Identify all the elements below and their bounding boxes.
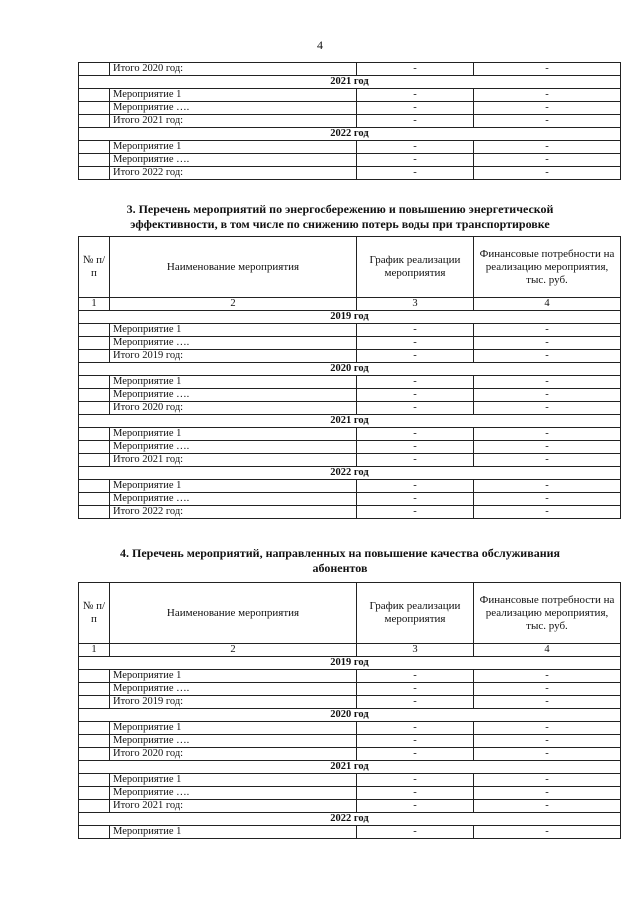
schedule-cell: - [357, 696, 474, 709]
event-name-cell: Мероприятие …. [110, 441, 357, 454]
year-label: 2022 год [79, 128, 621, 141]
section-4-heading-line2: абонентов [312, 561, 368, 575]
header-num: № п/п [79, 583, 110, 644]
section-3-heading-line2: эффективности, в том числе по снижению потерь воды при транспортировке [130, 217, 550, 231]
row-num-cell [79, 428, 110, 441]
year-label: 2020 год [79, 363, 621, 376]
finance-cell: - [474, 826, 621, 839]
index-cell: 3 [357, 298, 474, 311]
finance-cell: - [474, 441, 621, 454]
year-label: 2021 год [79, 76, 621, 89]
finance-cell: - [474, 115, 621, 128]
row-num-cell [79, 787, 110, 800]
year-label: 2022 год [79, 813, 621, 826]
total-row [79, 800, 621, 813]
index-cell: 2 [110, 644, 357, 657]
finance-cell: - [474, 480, 621, 493]
table-row [79, 670, 621, 683]
year-row [79, 311, 621, 324]
row-num-cell [79, 774, 110, 787]
table-row [79, 337, 621, 350]
total-row [79, 506, 621, 519]
event-name-cell: Мероприятие 1 [110, 141, 357, 154]
section-4-heading-line1: 4. Перечень мероприятий, направленных на повышение качества обслуживания [119, 546, 561, 560]
row-num-cell [79, 337, 110, 350]
row-num-cell [79, 493, 110, 506]
header-name: Наименование мероприятия [110, 583, 357, 644]
schedule-cell: - [357, 402, 474, 415]
schedule-cell: - [357, 89, 474, 102]
finance-cell: - [474, 350, 621, 363]
finance-cell: - [474, 428, 621, 441]
schedule-cell: - [357, 454, 474, 467]
finance-cell: - [474, 324, 621, 337]
event-name-cell: Мероприятие …. [110, 337, 357, 350]
year-row [79, 813, 621, 826]
year-row [79, 76, 621, 89]
row-num-cell [79, 376, 110, 389]
row-num-cell [79, 115, 110, 128]
header-schedule: График реализации мероприятия [357, 583, 474, 644]
finance-cell: - [474, 63, 621, 76]
event-name-cell: Мероприятие 1 [110, 774, 357, 787]
event-name-cell: Итого 2021 год: [110, 115, 357, 128]
finance-cell: - [474, 748, 621, 761]
section-4-table [78, 582, 621, 839]
schedule-cell: - [357, 506, 474, 519]
schedule-cell: - [357, 324, 474, 337]
table-row [79, 428, 621, 441]
row-num-cell [79, 800, 110, 813]
finance-cell: - [474, 89, 621, 102]
row-num-cell [79, 63, 110, 76]
event-name-cell: Мероприятие …. [110, 102, 357, 115]
event-name-cell: Мероприятие 1 [110, 428, 357, 441]
index-cell: 2 [110, 298, 357, 311]
row-num-cell [79, 141, 110, 154]
schedule-cell: - [357, 115, 474, 128]
schedule-cell: - [357, 493, 474, 506]
event-name-cell: Итого 2020 год: [110, 748, 357, 761]
event-name-cell: Мероприятие 1 [110, 324, 357, 337]
finance-cell: - [474, 787, 621, 800]
year-row [79, 363, 621, 376]
year-label: 2019 год [79, 657, 621, 670]
event-name-cell: Мероприятие 1 [110, 826, 357, 839]
header-num: № п/п [79, 237, 110, 298]
row-num-cell [79, 324, 110, 337]
event-name-cell: Итого 2019 год: [110, 350, 357, 363]
schedule-cell: - [357, 441, 474, 454]
schedule-cell: - [357, 350, 474, 363]
finance-cell: - [474, 493, 621, 506]
schedule-cell: - [357, 722, 474, 735]
year-row [79, 467, 621, 480]
finance-cell: - [474, 402, 621, 415]
index-cell: 4 [474, 298, 621, 311]
table-row [79, 154, 621, 167]
section-4-index-row [79, 644, 621, 657]
row-num-cell [79, 722, 110, 735]
event-name-cell: Итого 2020 год: [110, 63, 357, 76]
finance-cell: - [474, 670, 621, 683]
table-row [79, 102, 621, 115]
schedule-cell: - [357, 800, 474, 813]
event-name-cell: Мероприятие …. [110, 154, 357, 167]
row-num-cell [79, 389, 110, 402]
total-row [79, 454, 621, 467]
table-row [79, 89, 621, 102]
event-name-cell: Мероприятие …. [110, 683, 357, 696]
row-num-cell [79, 350, 110, 363]
row-num-cell [79, 89, 110, 102]
event-name-cell: Итого 2020 год: [110, 402, 357, 415]
table-row [79, 493, 621, 506]
row-num-cell [79, 735, 110, 748]
table-row [79, 683, 621, 696]
table-row [79, 376, 621, 389]
row-num-cell [79, 748, 110, 761]
schedule-cell: - [357, 748, 474, 761]
schedule-cell: - [357, 154, 474, 167]
table-row [79, 774, 621, 787]
section-3-heading [60, 202, 620, 232]
section-4-header-row [79, 583, 621, 644]
schedule-cell: - [357, 376, 474, 389]
row-num-cell [79, 683, 110, 696]
header-schedule: График реализации мероприятия [357, 237, 474, 298]
row-num-cell [79, 154, 110, 167]
schedule-cell: - [357, 826, 474, 839]
schedule-cell: - [357, 670, 474, 683]
row-num-cell [79, 480, 110, 493]
finance-cell: - [474, 683, 621, 696]
header-finance: Финансовые потребности на реализацию мероприятия, тыс. руб. [474, 583, 621, 644]
event-name-cell: Мероприятие …. [110, 787, 357, 800]
finance-cell: - [474, 389, 621, 402]
schedule-cell: - [357, 389, 474, 402]
finance-cell: - [474, 722, 621, 735]
event-name-cell: Мероприятие …. [110, 493, 357, 506]
table-row [79, 735, 621, 748]
table-row [79, 324, 621, 337]
finance-cell: - [474, 167, 621, 180]
schedule-cell: - [357, 774, 474, 787]
year-row [79, 128, 621, 141]
row-num-cell [79, 402, 110, 415]
total-row [79, 748, 621, 761]
event-name-cell: Мероприятие 1 [110, 480, 357, 493]
event-name-cell: Итого 2022 год: [110, 167, 357, 180]
total-row [79, 696, 621, 709]
total-row [79, 115, 621, 128]
year-label: 2021 год [79, 415, 621, 428]
schedule-cell: - [357, 683, 474, 696]
event-name-cell: Итого 2022 год: [110, 506, 357, 519]
row-num-cell [79, 696, 110, 709]
total-row [79, 402, 621, 415]
finance-cell: - [474, 774, 621, 787]
schedule-cell: - [357, 141, 474, 154]
row-num-cell [79, 826, 110, 839]
row-num-cell [79, 506, 110, 519]
year-label: 2021 год [79, 761, 621, 774]
schedule-cell: - [357, 428, 474, 441]
header-finance: Финансовые потребности на реализацию мероприятия, тыс. руб. [474, 237, 621, 298]
row-num-cell [79, 167, 110, 180]
row-num-cell [79, 454, 110, 467]
schedule-cell: - [357, 787, 474, 800]
finance-cell: - [474, 696, 621, 709]
schedule-cell: - [357, 337, 474, 350]
year-row [79, 761, 621, 774]
row-num-cell [79, 670, 110, 683]
section-3-index-row [79, 298, 621, 311]
header-name: Наименование мероприятия [110, 237, 357, 298]
top-continuation-table [78, 62, 621, 180]
event-name-cell: Мероприятие 1 [110, 89, 357, 102]
section-4-heading [60, 546, 620, 576]
year-row [79, 657, 621, 670]
year-row [79, 415, 621, 428]
schedule-cell: - [357, 167, 474, 180]
event-name-cell: Итого 2019 год: [110, 696, 357, 709]
table-row [79, 141, 621, 154]
year-label: 2019 год [79, 311, 621, 324]
finance-cell: - [474, 376, 621, 389]
table-row [79, 480, 621, 493]
event-name-cell: Мероприятие …. [110, 389, 357, 402]
schedule-cell: - [357, 480, 474, 493]
finance-cell: - [474, 154, 621, 167]
table-row [79, 722, 621, 735]
finance-cell: - [474, 141, 621, 154]
event-name-cell: Мероприятие …. [110, 735, 357, 748]
section-3-table [78, 236, 621, 519]
table-row [79, 826, 621, 839]
schedule-cell: - [357, 63, 474, 76]
finance-cell: - [474, 337, 621, 350]
year-row [79, 709, 621, 722]
index-cell: 3 [357, 644, 474, 657]
event-name-cell: Мероприятие 1 [110, 376, 357, 389]
index-cell: 1 [79, 644, 110, 657]
table-row [79, 389, 621, 402]
section-3-heading-line1: 3. Перечень мероприятий по энергосбережению и повышению энергетической [126, 202, 554, 216]
page-number: 4 [317, 38, 323, 52]
total-row [79, 167, 621, 180]
row-num-cell [79, 441, 110, 454]
finance-cell: - [474, 102, 621, 115]
schedule-cell: - [357, 102, 474, 115]
finance-cell: - [474, 800, 621, 813]
section-3-header-row [79, 237, 621, 298]
table-row [79, 441, 621, 454]
event-name-cell: Мероприятие 1 [110, 670, 357, 683]
event-name-cell: Итого 2021 год: [110, 800, 357, 813]
row-num-cell [79, 102, 110, 115]
total-row [79, 350, 621, 363]
index-cell: 4 [474, 644, 621, 657]
total-row [79, 63, 621, 76]
year-label: 2022 год [79, 467, 621, 480]
event-name-cell: Мероприятие 1 [110, 722, 357, 735]
event-name-cell: Итого 2021 год: [110, 454, 357, 467]
finance-cell: - [474, 506, 621, 519]
table-row [79, 787, 621, 800]
year-label: 2020 год [79, 709, 621, 722]
schedule-cell: - [357, 735, 474, 748]
finance-cell: - [474, 735, 621, 748]
index-cell: 1 [79, 298, 110, 311]
finance-cell: - [474, 454, 621, 467]
